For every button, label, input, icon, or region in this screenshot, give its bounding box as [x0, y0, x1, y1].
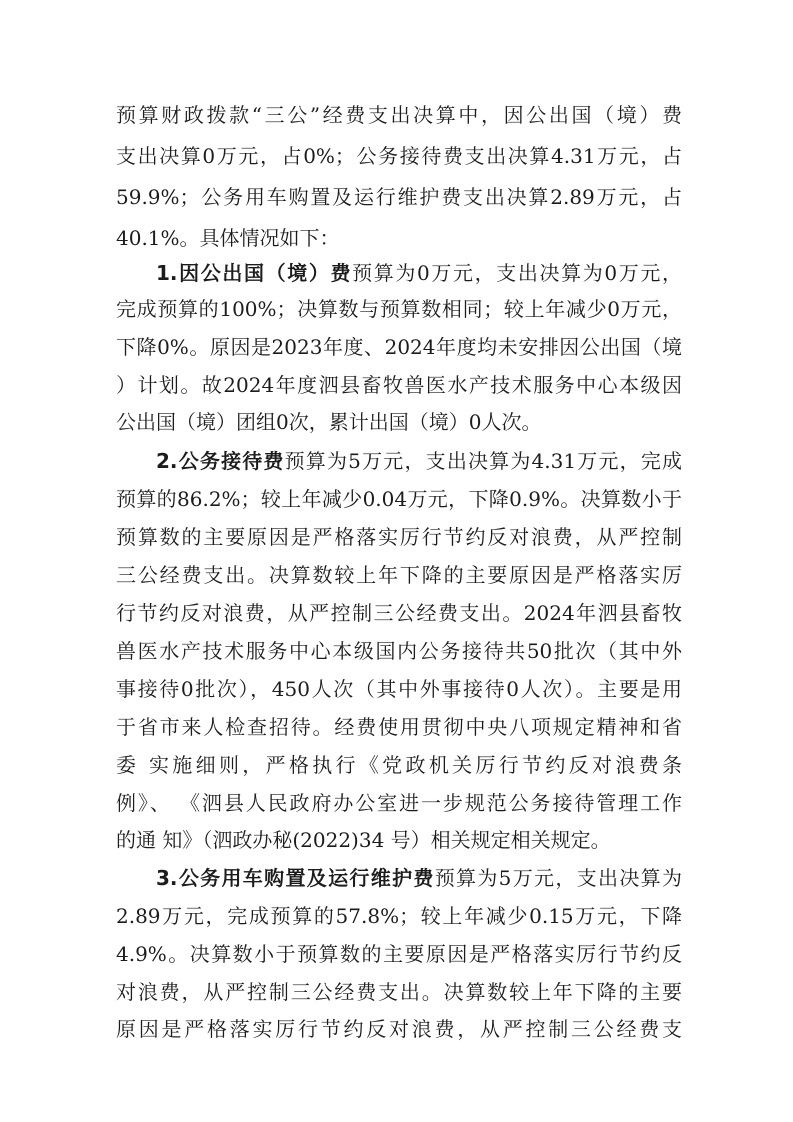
text-line: 公出国（境）团组0次，累计出国（境）0人次。 [116, 410, 542, 434]
text-line: 预算的86.2%；较上年减少0.04万元，下降0.9%。决算数小于 [116, 487, 682, 511]
text-line: 59.9%；公务用车购置及运行维护费支出决算2.89万元，占 [116, 185, 682, 209]
text-line: 4.9%。决算数小于预算数的主要原因是严格落实厉行节约反 [116, 942, 682, 966]
text-line: 对浪费，从严控制三公经费支出。决算数较上年下降的主要 [116, 980, 682, 1004]
section-text: 预算为5万元，支出决算为 [434, 866, 682, 890]
text-line: 行节约反对浪费，从严控制三公经费支出。2024年泗县畜牧 [116, 601, 682, 625]
text-line: 例》、 《泗县人民政府办公室进一步规范公务接待管理工作 [116, 791, 682, 815]
text-line: 兽医水产技术服务中心本级国内公务接待共50批次（其中外 [116, 639, 682, 663]
text-line: 40.1%。具体情况如下： [116, 226, 340, 250]
section-line [156, 444, 682, 478]
section-heading: 2.公务接待费 [156, 449, 285, 473]
text-line: 委 实施细则，严格执行《党政机关厉行节约反对浪费条 [116, 753, 682, 777]
section-heading: 3.公务用车购置及运行维护费 [156, 866, 435, 890]
text-line: 下降0%。原因是2023年度、2024年度均未安排因公出国（境 [116, 335, 682, 359]
text-line: 于省市来人检查招待。经费使用贯彻中央八项规定精神和省 [116, 715, 682, 739]
text-line: 2.89万元，完成预算的57.8%；较上年减少0.15万元，下降 [116, 904, 682, 928]
text-line: 事接待0批次），450人次（其中外事接待0人次）。主要是用 [116, 677, 682, 701]
text-line: 预算数的主要原因是严格落实厉行节约反对浪费，从严控制 [116, 525, 682, 549]
text-line: ）计划。故2024年度泗县畜牧兽医水产技术服务中心本级因 [116, 373, 682, 397]
text-line: 完成预算的100%；决算数与预算数相同；较上年减少0万元， [116, 297, 682, 321]
text-line: 的通 知》（泗政办秘(2022)34 号）相关规定相关规定。 [116, 828, 611, 852]
section-line [156, 256, 682, 290]
text-line: 原因是严格落实厉行节约反对浪费，从严控制三公经费支 [116, 1017, 682, 1041]
section-text: 预算为0万元，支出决算为0万元， [352, 261, 682, 285]
section-heading: 1.因公出国（境）费 [156, 261, 353, 285]
text-line: 支出决算0万元，占0%；公务接待费支出决算4.31万元，占 [116, 144, 682, 168]
text-line: 预算财政拨款“三公”经费支出决算中，因公出国（境）费 [116, 103, 682, 127]
text-line: 三公经费支出。决算数较上年下降的主要原因是严格落实厉 [116, 563, 682, 587]
section-line [156, 861, 682, 895]
section-text: 预算为5万元，支出决算为4.31万元，完成 [284, 449, 682, 473]
